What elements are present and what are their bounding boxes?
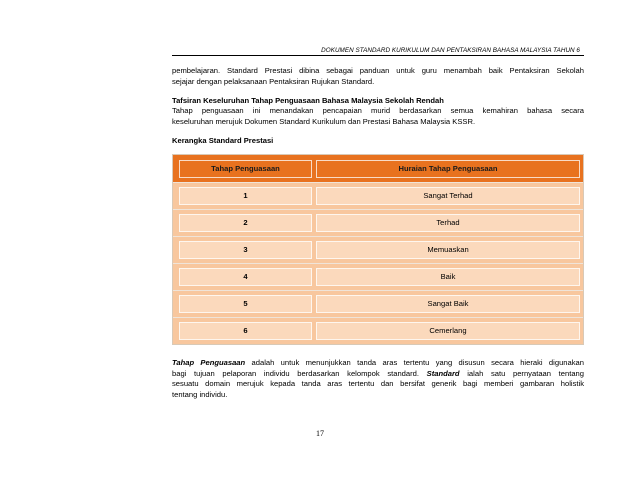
term-standard: Standard xyxy=(426,368,460,378)
standard-prestasi-table xyxy=(172,154,584,345)
level-cell: 6 xyxy=(179,322,312,340)
level-cell: 1 xyxy=(179,187,312,205)
header-rule xyxy=(172,55,584,56)
level-cell: 5 xyxy=(179,295,312,313)
closing-line-2-start: bagi tujuan pelaporan individu berdasarkan kelompok standard. xyxy=(172,368,427,378)
description-cell: Sangat Baik xyxy=(316,295,580,313)
closing-line-2-end: ialah satu pernyataan tentang xyxy=(459,368,584,378)
table-row xyxy=(173,317,583,344)
column-header-description: Huraian Tahap Penguasaan xyxy=(316,160,580,178)
closing-line-3: sesuatu domain merujuk kepada tanda aras tertentu dan bersifat generik bagi memberi gambaran holistik xyxy=(172,379,584,389)
closing-line-4: tentang individu. xyxy=(172,389,228,399)
table-row xyxy=(173,290,583,317)
tafsiran-line-2: keseluruhan merujuk Dokumen Standard Kurikulum dan Prestasi Bahasa Malaysia KSSR. xyxy=(172,116,476,126)
table-row xyxy=(173,263,583,290)
description-cell: Sangat Terhad xyxy=(316,187,580,205)
closing-paragraph xyxy=(172,358,584,400)
table-row xyxy=(173,236,583,263)
level-cell: 4 xyxy=(179,268,312,286)
intro-line-2: sejajar dengan pelaksanaan Pentaksiran Rujukan Standard. xyxy=(172,76,375,86)
table-row xyxy=(173,209,583,236)
closing-line-1-text: adalah untuk menunjukkan tanda aras tertentu yang disusun secara hieraki digunakan xyxy=(245,358,584,367)
tafsiran-paragraph xyxy=(172,106,584,127)
table-row xyxy=(173,182,583,209)
closing-line-2 xyxy=(172,369,584,380)
table-header-row xyxy=(173,155,583,182)
closing-line-1 xyxy=(172,358,584,369)
intro-line-1: pembelajaran. Standard Prestasi dibina sebagai panduan untuk guru menambah baik Pentaksiran Sekolah xyxy=(172,66,584,75)
intro-paragraph xyxy=(172,66,584,87)
page-number: 17 xyxy=(316,429,324,438)
description-cell: Baik xyxy=(316,268,580,286)
column-header-level: Tahap Penguasaan xyxy=(179,160,312,178)
term-tahap-penguasaan: Tahap Penguasaan xyxy=(172,358,246,367)
description-cell: Memuaskan xyxy=(316,241,580,259)
running-header: DOKUMEN STANDARD KURIKULUM DAN PENTAKSIRAN BAHASA MALAYSIA TAHUN 6 xyxy=(321,47,580,54)
level-cell: 3 xyxy=(179,241,312,259)
description-cell: Cemerlang xyxy=(316,322,580,340)
section-heading-tafsiran: Tafsiran Keseluruhan Tahap Penguasaan Bahasa Malaysia Sekolah Rendah xyxy=(172,96,444,105)
level-cell: 2 xyxy=(179,214,312,232)
description-cell: Terhad xyxy=(316,214,580,232)
section-heading-kerangka: Kerangka Standard Prestasi xyxy=(172,136,274,145)
tafsiran-line-1: Tahap penguasaan ini menandakan pencapaian murid berdasarkan semua kemahiran bahasa secara xyxy=(172,106,584,115)
